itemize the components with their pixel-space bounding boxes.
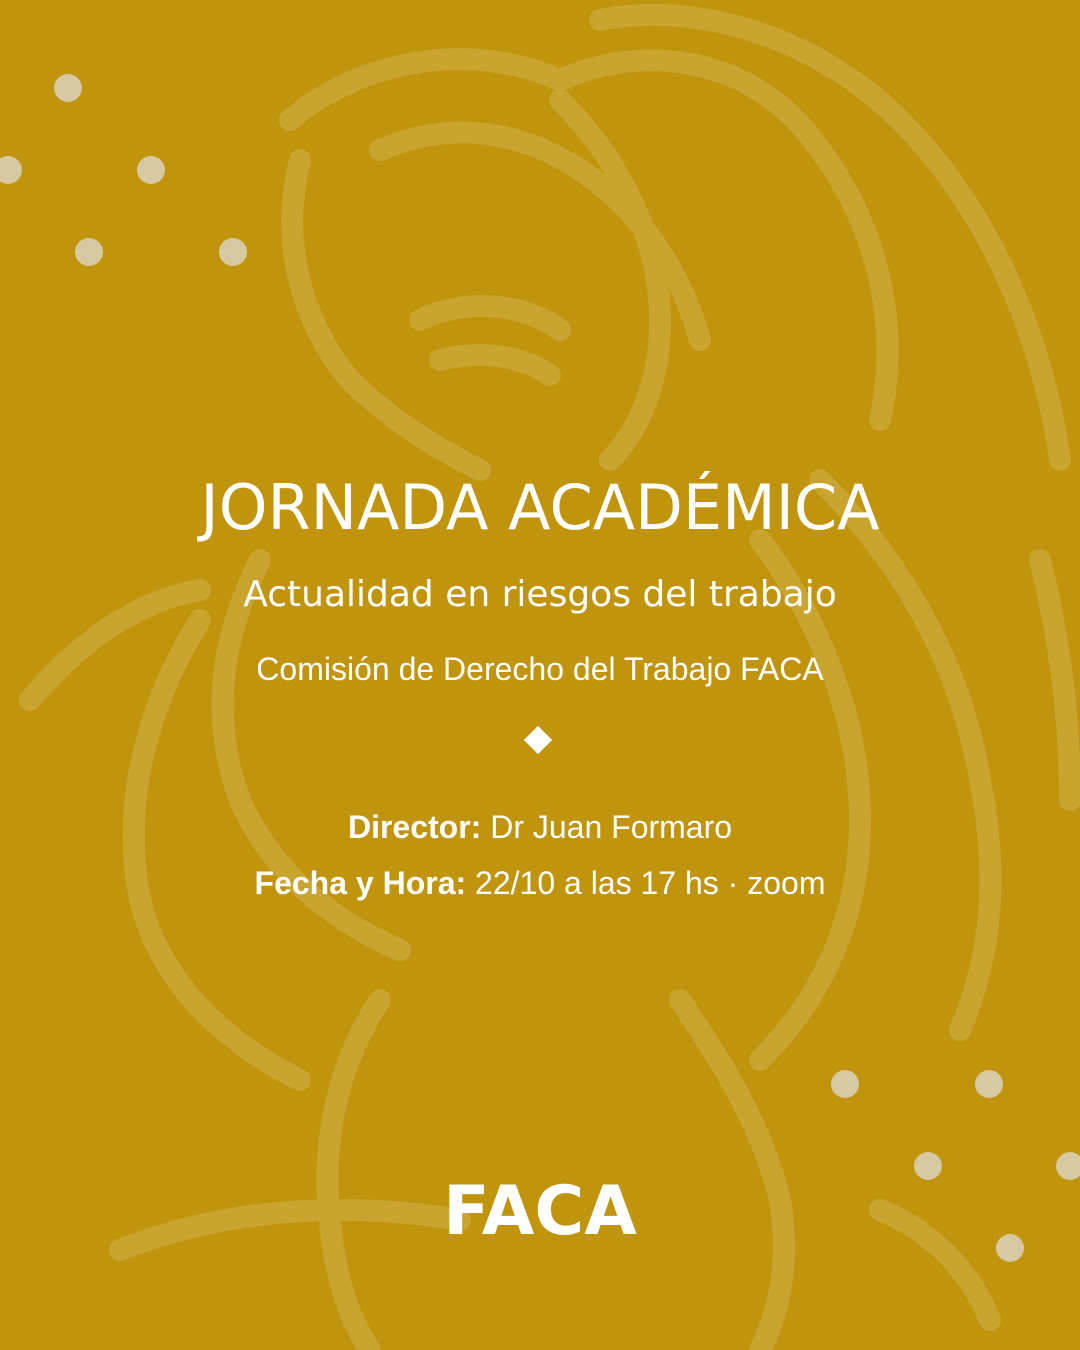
decorative-dot — [975, 1070, 1003, 1098]
director-value: Dr Juan Formaro — [490, 809, 733, 845]
director-line — [0, 806, 1080, 848]
date-line — [0, 862, 1080, 904]
decorative-dot — [219, 238, 247, 266]
event-subtitle: Actualidad en riesgos del trabajo — [243, 574, 837, 615]
decorative-dot — [75, 238, 103, 266]
decorative-dot — [137, 156, 165, 184]
decorative-dot — [54, 74, 82, 102]
event-commission: Comisión de Derecho del Trabajo FACA — [256, 651, 824, 687]
decorative-dot — [831, 1070, 859, 1098]
footer-brand: FACA — [443, 1172, 637, 1251]
director-label: Director: — [347, 809, 482, 845]
event-title: JORNADA ACADÉMICA — [200, 471, 880, 544]
date-value: 22/10 a las 17 hs · zoom — [475, 865, 826, 901]
date-label: Fecha y Hora: — [254, 865, 467, 901]
